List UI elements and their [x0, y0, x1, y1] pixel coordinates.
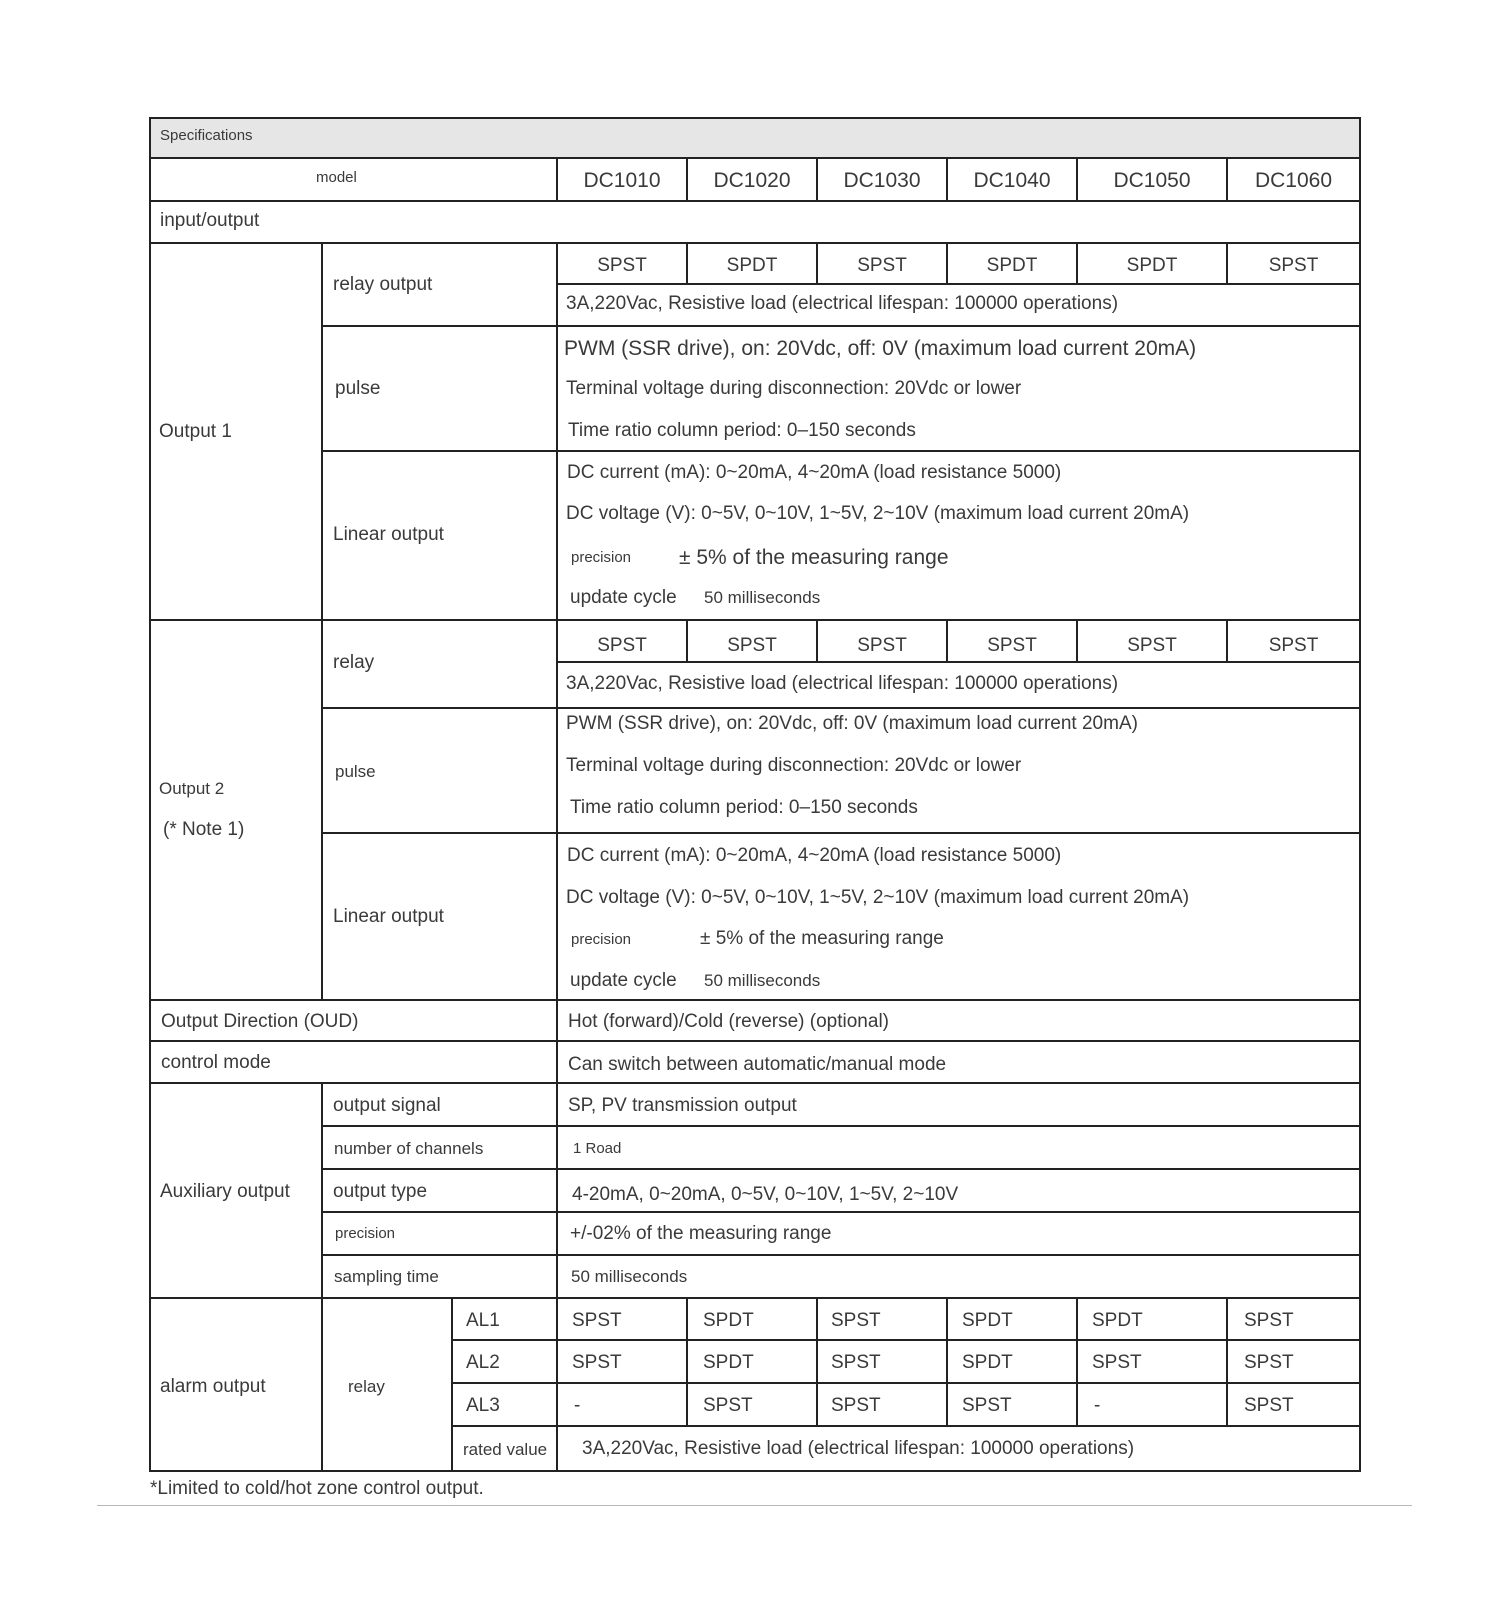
output1-pulse-line-2: Terminal voltage during disconnection: 20Vdc or lower — [566, 378, 1022, 399]
model-dc1030: DC1030 — [843, 169, 921, 192]
output2-linear-current: DC current (mA): 0~20mA, 4~20mA (load resistance 5000) — [567, 845, 1062, 866]
aux-output-signal-label: output signal — [333, 1095, 441, 1116]
alarm-al3-cell-6: SPST — [1244, 1395, 1294, 1416]
output1-relay-type-4: SPDT — [986, 255, 1038, 276]
aux-channels-value: 1 Road — [573, 1140, 622, 1157]
output1-relay-rating: 3A,220Vac, Resistive load (electrical lifespan: 100000 operations) — [566, 293, 1119, 314]
aux-precision-label: precision — [335, 1225, 396, 1242]
alarm-al3-cell-2: SPST — [703, 1395, 753, 1416]
alarm-row-name-al3: AL3 — [466, 1395, 500, 1416]
aux-sampling-label: sampling time — [334, 1267, 439, 1286]
output1-linear-voltage: DC voltage (V): 0~5V, 0~10V, 1~5V, 2~10V (maximum load current 20mA) — [566, 503, 1190, 524]
alarm-al2-cell-6: SPST — [1244, 1352, 1294, 1373]
output1-linear-current: DC current (mA): 0~20mA, 4~20mA (load resistance 5000) — [567, 462, 1062, 483]
output2-pulse-line-2: Terminal voltage during disconnection: 20Vdc or lower — [566, 755, 1022, 776]
control-mode-value: Can switch between automatic/manual mode — [568, 1054, 947, 1075]
output2-linear-voltage: DC voltage (V): 0~5V, 0~10V, 1~5V, 2~10V (maximum load current 20mA) — [566, 887, 1190, 908]
alarm-al1-cell-3: SPST — [831, 1310, 881, 1331]
output1-relay-label: relay output — [333, 274, 433, 295]
direction-label: Output Direction (OUD) — [161, 1011, 359, 1032]
output2-label: Output 2 — [159, 779, 225, 798]
output2-relay-type-6: SPST — [1268, 635, 1319, 656]
model-dc1040: DC1040 — [973, 169, 1051, 192]
output2-precision-value: ± 5% of the measuring range — [700, 928, 944, 949]
alarm-al2-cell-1: SPST — [572, 1352, 622, 1373]
footer-rule — [97, 1505, 1412, 1506]
alarm-al1-cell-1: SPST — [572, 1310, 622, 1331]
model-dc1020: DC1020 — [713, 169, 791, 192]
table-title: Specifications — [160, 127, 253, 144]
output2-relay-type-1: SPST — [597, 635, 647, 656]
output1-update-value: 50 milliseconds — [704, 588, 821, 607]
alarm-rated-label: rated value — [463, 1440, 548, 1459]
alarm-al2-cell-5: SPST — [1092, 1352, 1142, 1373]
alarm-al1-cell-4: SPDT — [962, 1310, 1013, 1331]
output2-pulse-line-1: PWM (SSR drive), on: 20Vdc, off: 0V (maximum load current 20mA) — [566, 713, 1138, 734]
output1-label: Output 1 — [159, 421, 232, 442]
aux-output-type-label: output type — [333, 1181, 428, 1202]
output1-relay-type-2: SPDT — [726, 255, 778, 276]
output2-relay-label: relay — [333, 652, 375, 673]
output1-relay-type-6: SPST — [1268, 255, 1319, 276]
output1-pulse-line-1: PWM (SSR drive), on: 20Vdc, off: 0V (maximum load current 20mA) — [564, 337, 1197, 360]
alarm-al2-cell-2: SPDT — [703, 1352, 754, 1373]
output1-precision-value: ± 5% of the measuring range — [679, 546, 949, 569]
output1-update-label: update cycle — [570, 587, 677, 608]
output1-precision-label: precision — [571, 549, 632, 566]
model-dc1010: DC1010 — [583, 169, 661, 192]
output2-relay-type-3: SPST — [857, 635, 907, 656]
alarm-label: alarm output — [160, 1376, 266, 1397]
output1-pulse-line-3: Time ratio column period: 0–150 seconds — [568, 420, 916, 441]
output1-relay-type-1: SPST — [597, 255, 647, 276]
direction-value: Hot (forward)/Cold (reverse) (optional) — [568, 1011, 889, 1032]
alarm-al2-cell-3: SPST — [831, 1352, 881, 1373]
alarm-row-name-al1: AL1 — [466, 1310, 500, 1331]
alarm-relay-label: relay — [348, 1377, 385, 1396]
output2-precision-label: precision — [571, 931, 632, 948]
alarm-al3-cell-1: - — [574, 1395, 581, 1416]
output1-linear-label: Linear output — [333, 524, 444, 545]
output2-pulse-label: pulse — [335, 762, 376, 781]
aux-output-type-value: 4-20mA, 0~20mA, 0~5V, 0~10V, 1~5V, 2~10V — [572, 1184, 959, 1205]
output2-pulse-line-3: Time ratio column period: 0–150 seconds — [570, 797, 918, 818]
output2-linear-label: Linear output — [333, 906, 444, 927]
model-label: model — [316, 169, 357, 186]
output2-update-value: 50 milliseconds — [704, 971, 821, 990]
aux-precision-value: +/-02% of the measuring range — [570, 1223, 832, 1244]
output1-pulse-label: pulse — [335, 378, 381, 399]
alarm-al3-cell-3: SPST — [831, 1395, 881, 1416]
alarm-al1-cell-6: SPST — [1244, 1310, 1294, 1331]
alarm-row-name-al2: AL2 — [466, 1352, 500, 1373]
alarm-rated-value: 3A,220Vac, Resistive load (electrical lifespan: 100000 operations) — [582, 1438, 1135, 1459]
alarm-al3-cell-4: SPST — [962, 1395, 1012, 1416]
alarm-al1-cell-5: SPDT — [1092, 1310, 1143, 1331]
output2-relay-rating: 3A,220Vac, Resistive load (electrical lifespan: 100000 operations) — [566, 673, 1119, 694]
output2-relay-type-5: SPST — [1127, 635, 1177, 656]
output1-relay-type-3: SPST — [857, 255, 907, 276]
alarm-al2-cell-4: SPDT — [962, 1352, 1013, 1373]
alarm-al3-cell-5: - — [1094, 1395, 1101, 1416]
aux-sampling-value: 50 milliseconds — [571, 1267, 688, 1286]
auxiliary-label: Auxiliary output — [160, 1181, 290, 1202]
output2-update-label: update cycle — [570, 970, 677, 991]
output2-relay-type-4: SPST — [987, 635, 1037, 656]
input-output-label: input/output — [160, 210, 260, 231]
alarm-al1-cell-2: SPDT — [703, 1310, 754, 1331]
output2-relay-type-2: SPST — [727, 635, 777, 656]
aux-channels-label: number of channels — [334, 1139, 484, 1158]
footnote: *Limited to cold/hot zone control output. — [150, 1478, 484, 1499]
output1-relay-type-5: SPDT — [1126, 255, 1178, 276]
model-dc1060: DC1060 — [1254, 169, 1333, 192]
aux-output-signal-value: SP, PV transmission output — [568, 1095, 797, 1116]
model-dc1050: DC1050 — [1113, 169, 1191, 192]
control-mode-label: control mode — [161, 1052, 271, 1073]
output2-note: (* Note 1) — [163, 819, 245, 840]
